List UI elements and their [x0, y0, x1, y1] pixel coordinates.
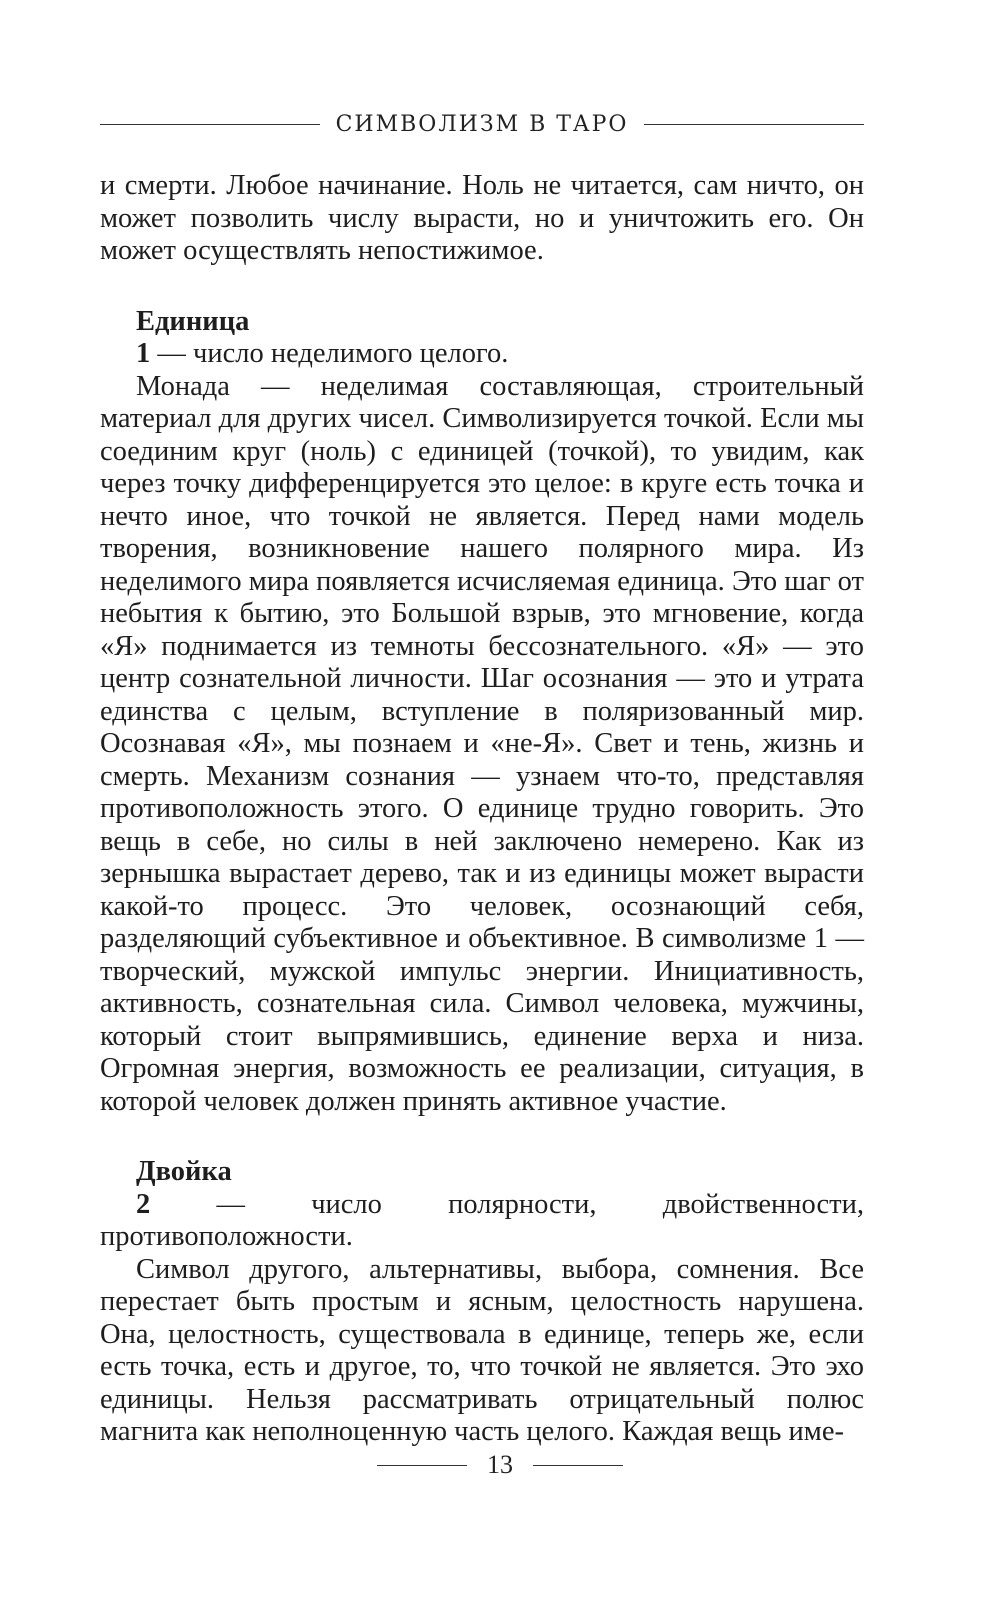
definition-unit [100, 338, 864, 371]
definition-text: — число неделимого целого. [150, 338, 509, 369]
page-number: 13 [487, 1450, 513, 1479]
definition-text: — число полярности, двойственности, противоположности. [100, 1188, 864, 1252]
page-footer [0, 1450, 1000, 1480]
paragraph-two: Символ другого, альтернативы, выбора, сомнения. Все перестает быть простым и ясным, целостность нарушена. Она, целостность, существовала в единице, теперь же, если есть точка, есть и другое, то, что точкой не является. Это эхо единицы. Нельзя рассматривать отрицательный полюс магнита как неполноценную часть целого. Каждая вещь име- [100, 1253, 864, 1447]
definition-two [100, 1189, 864, 1254]
definition-number: 1 [136, 338, 151, 369]
intro-paragraph: и смерти. Любое начинание. Ноль не читается, сам ничто, он может позволить числу вырасти, но и уничтожить его. Он может осуществлять непостижимое. [100, 170, 864, 266]
running-header [100, 112, 864, 137]
header-rule-right [644, 124, 864, 125]
section-heading-unit: Единица [136, 305, 250, 337]
paragraph-unit: Монада — неделимая составляющая, строительный материал для других чисел. Символизируется точкой. Если мы соединим круг (ноль) с единицей (точкой), то увидим, как через точку дифференцируется это целое: в круге есть точка и нечто иное, что точкой не является. Перед нами модель творения, возникновение нашего полярного мира. Из неделимого мира появляется исчисляемая единица. Это шаг от небытия к бытию, это Большой взрыв, это мгновение, когда «Я» поднимается из темноты бессознательного. «Я» — это центр сознательной личности. Шаг осознания — это и утрата единства с целым, вступление в поляризованный мир. Осознавая «Я», мы познаем и «не-Я». Свет и тень, жизнь и смерть. Механизм сознания — узнаем что-то, представляя противоположность этого. О единице трудно говорить. Это вещь в себе, но силы в ней заключено немерено. Как из зернышка вырастает дерево, так и из единицы может вырасти какой-то процесс. Это человек, осознающий себя, разделяющий субъективное и объективное. В символизме 1 — творческий, мужской импульс энергии. Инициативность, активность, сознательная сила. Символ человека, мужчины, который стоит выпрямившись, единение верха и низа. Огромная энергия, возможность ее реализации, ситуация, в которой человек должен принять активное участие. [100, 370, 864, 1117]
header-rule-left [100, 124, 320, 125]
section-heading-two: Двойка [136, 1156, 232, 1187]
running-title: СИМВОЛИЗМ В ТАРО [335, 112, 629, 137]
footer-rule-left [377, 1465, 467, 1466]
page-body [100, 170, 864, 1449]
footer-rule-right [533, 1465, 623, 1466]
definition-number: 2 [136, 1188, 151, 1220]
